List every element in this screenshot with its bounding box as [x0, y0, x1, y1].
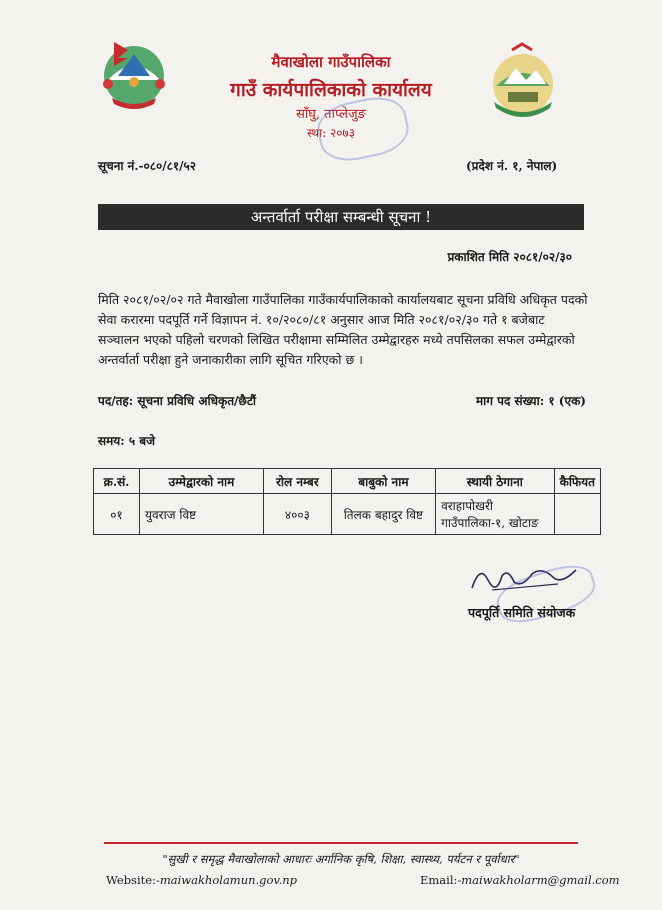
municipality-name: मैवाखोला गाउँपालिका — [271, 53, 391, 71]
office-stamp — [313, 91, 413, 166]
post-level: पद/तह: सूचना प्रविधि अधिकृत/छैटौं — [98, 394, 257, 408]
province-label: (प्रदेश नं. १, नेपाल) — [466, 159, 558, 173]
nepal-government-emblem-icon — [94, 32, 174, 112]
candidates-table — [93, 468, 601, 535]
col-address: स्थायी ठेगाना — [436, 469, 555, 494]
signer-title: पदपूर्ति समिति संयोजक — [468, 605, 576, 620]
table-header-row — [94, 469, 601, 494]
table-row — [94, 494, 601, 535]
notice-number: सूचना नं.-०८०/८१/५२ — [98, 159, 196, 173]
email-label: Email:- — [420, 873, 462, 887]
website-label: Website:- — [106, 873, 160, 887]
cell-roll: ४००३ — [263, 494, 331, 535]
established-year: स्था: २०७३ — [306, 126, 356, 140]
address-line-1: वराहापोखरी — [441, 499, 493, 513]
notice-body: मिति २०८१/०२/०२ गते मैवाखोला गाउँपालिका गाउँकार्यपालिकाको कार्यालयबाट सूचना प्रविधि अधिकृत पदको सेवा करारमा पदपूर्ति गर्ने विज्ञापन नं. १०/२०८०/८१ अनुसार आज मिति २०८१/०२/३० गते १ बजेबाट सञ्चालन भएको पहिलो चरणको लिखित परीक्षामा सम्मिलित उम्मेद्वारहरु मध्ये तपसिलका सफल उम्मेद्वारको अन्तर्वार्ता परीक्षा हुने जनाकारीका लागि सूचित गरिएको छ । — [98, 292, 588, 367]
col-roll: रोल नम्बर — [263, 469, 331, 494]
cell-name: युवराज विष्ट — [140, 494, 264, 535]
cell-father: तिलक बहादुर विष्ट — [331, 494, 435, 535]
notice-title: अन्तर्वार्ता परीक्षा सम्बन्धी सूचना ! — [98, 204, 584, 230]
cell-sn: ०१ — [94, 494, 140, 535]
col-remarks: कैफियत — [554, 469, 600, 494]
footer-website — [106, 873, 297, 887]
footer-email — [420, 873, 620, 887]
municipality-logo-icon — [486, 40, 560, 120]
footer-slogan: "सुखी र समृद्ध मैवाखोलाको आधारः अर्गानिक कृषि, शिक्षा, स्वास्थ्य, पर्यटन र पूर्वाधार" — [162, 852, 520, 866]
post-count: माग पद संख्या: १ (एक) — [475, 394, 586, 408]
office-name: गाउँ कार्यपालिकाको कार्यालय — [230, 79, 432, 101]
published-date: प्रकाशित मिति २०८१/०२/३० — [447, 250, 572, 264]
cell-address — [436, 494, 555, 535]
email-link[interactable]: maiwakholarm@gmail.com — [461, 873, 620, 887]
footer-divider — [104, 842, 578, 844]
website-link[interactable]: maiwakholamun.gov.np — [159, 873, 298, 887]
cell-remarks — [554, 494, 600, 535]
interview-time: समय: ५ बजे — [98, 434, 156, 448]
address-line-2: गाउँपालिका-१, खोटाङ — [441, 516, 539, 530]
col-sn: क्र.सं. — [94, 469, 140, 494]
col-father: बाबुको नाम — [331, 469, 435, 494]
col-name: उम्मेद्वारको नाम — [140, 469, 264, 494]
office-address: साँघु, ताप्लेजुङ — [296, 107, 366, 122]
